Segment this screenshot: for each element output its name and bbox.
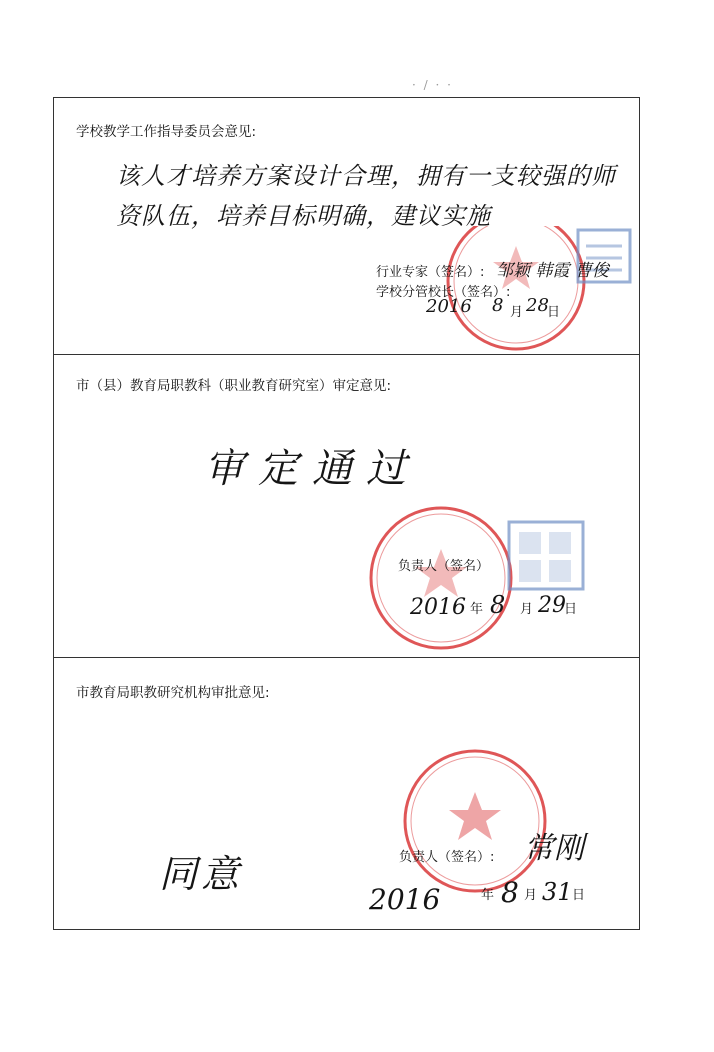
county-bureau-seal bbox=[366, 503, 516, 653]
expert-label: 行业专家（签名）: bbox=[376, 265, 485, 280]
school-date-month: 8 bbox=[492, 295, 504, 316]
city-date-month-unit: 月 bbox=[524, 888, 538, 903]
city-research-opinion: 同意 bbox=[159, 852, 244, 896]
school-date-day-unit: 日 bbox=[547, 305, 561, 320]
county-bureau-label: 市（县）教育局职教科（职业教育研究室）审定意见: bbox=[76, 378, 392, 394]
school-committee-opinion bbox=[116, 156, 616, 236]
city-research-section bbox=[54, 658, 639, 931]
county-date-day-unit: 日 bbox=[564, 602, 578, 617]
city-research-seal bbox=[400, 746, 550, 896]
city-date-day: 31 bbox=[542, 878, 573, 906]
county-date-year: 2016 bbox=[410, 595, 466, 620]
city-date-day-unit: 日 bbox=[572, 888, 586, 903]
county-bureau-section bbox=[54, 355, 639, 658]
principal-label: 学校分管校长（签名）: bbox=[376, 285, 511, 300]
county-bureau-opinion: 审定通过 bbox=[204, 446, 420, 492]
school-committee-section bbox=[54, 98, 639, 355]
expert-signature-row bbox=[376, 261, 484, 280]
expert-signatures: 邹颖 韩霞 曹俊 bbox=[496, 261, 609, 281]
school-committee-label: 学校教学工作指导委员会意见: bbox=[76, 124, 257, 140]
city-research-label: 市教育局职教研究机构审批意见: bbox=[76, 685, 270, 701]
city-date-month: 8 bbox=[501, 876, 519, 909]
scan-mark: · / · · bbox=[412, 78, 453, 92]
county-date-year-unit: 年 bbox=[470, 602, 484, 617]
county-date-month: 8 bbox=[490, 591, 506, 619]
approval-form bbox=[53, 97, 640, 930]
city-date-year: 2016 bbox=[369, 883, 441, 916]
opinion-line-2: 资队伍，培养目标明确，建议实施 bbox=[116, 202, 491, 230]
city-date-year-unit: 年 bbox=[481, 888, 495, 903]
school-date-year: 2016 bbox=[426, 296, 472, 317]
opinion-line-1: 该人才培养方案设计合理，拥有一支较强的师 bbox=[116, 162, 616, 190]
county-date-month-unit: 月 bbox=[520, 602, 534, 617]
county-blue-stamp bbox=[505, 518, 587, 597]
school-date-day: 28 bbox=[526, 295, 549, 316]
county-responsible-label: 负责人（签名） bbox=[398, 559, 490, 574]
city-responsible-label: 负责人（签名）: bbox=[399, 850, 495, 865]
school-date-month-unit: 月 bbox=[510, 305, 524, 320]
city-responsible-row bbox=[399, 846, 494, 865]
county-responsible-row bbox=[398, 555, 489, 574]
city-responsible-signature: 常刚 bbox=[524, 831, 584, 866]
county-date-day: 29 bbox=[538, 593, 566, 618]
